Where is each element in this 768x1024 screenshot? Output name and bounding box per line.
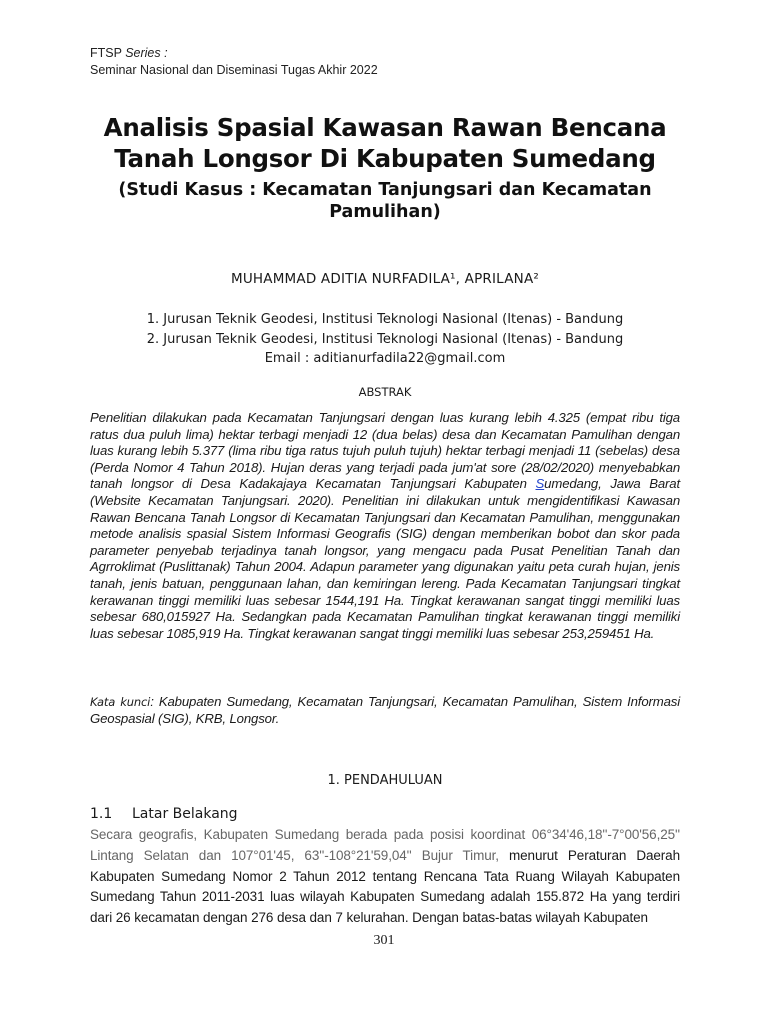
subsection-title: Latar Belakang [132,806,238,822]
affiliations [90,310,680,369]
section-heading: 1. PENDAHULUAN [327,773,443,788]
page-number: 301 [373,933,395,948]
keywords-text: : Kabupaten Sumedang, Kecamatan Tanjungsari, Kecamatan Pamulihan, Sistem Informasi Geospasial (SIG), KRB, Longsor. [90,694,680,726]
abstract-text-part-1: Penelitian dilakukan pada Kecamatan Tanjungsari dengan luas kurang lebih 4.325 (empat ribu tiga ratus dua puluh lima) hektar terbagi menjadi 12 (dua belas) desa dan Kecamatan Pamulihan dengan luas kurang lebih 5.377 (lima ribu tiga ratus tujuh puluh tujuh) hektar terbagi menjadi 11 (sebelas) desa (Perda Nomor 4 Tahun 2018). Hujan deras yang terjadi pada jum'at sore (28/02/2020) menyebabkan tanah longsor di Desa Kadakajaya Kecamatan Tanjungsari Kabupaten [90,410,680,492]
paper-subtitle: (Studi Kasus : Kecamatan Tanjungsari dan Kecamatan Pamulihan) [118,180,652,222]
abstract-text [90,410,680,642]
author-list: MUHAMMAD ADITIA NURFADILA¹, APRILANA² [230,271,539,287]
running-header [90,45,378,79]
paper-title-line-2: Tanah Longsor Di Kabupaten Sumedang [114,144,656,173]
author-email: Email : aditianurfadila22@gmail.com [264,351,506,366]
affiliation-2: 2. Jurusan Teknik Geodesi, Institusi Teknologi Nasional (Itenas) - Bandung [146,331,624,347]
paper-title-line-1: Analisis Spasial Kawasan Rawan Bencana [103,113,667,142]
affiliation-1: 1. Jurusan Teknik Geodesi, Institusi Teknologi Nasional (Itenas) - Bandung [146,312,624,327]
keywords-label: Kata kunci [90,695,151,709]
body-paragraph-rest: menurut Peraturan Daerah Kabupaten Sumedang Nomor 2 Tahun 2012 tentang Rencana Tata Ruang Wilayah Kabupaten Sumedang Tahun 2011-2031 luas wilayah Kabupaten Sumedang adalah 155.872 Ha yang terdiri dari 26 kecamatan dengan 276 desa dan 7 kelurahan. Dengan batas-batas wilayah Kabupaten [90,847,681,926]
subsection-number: 1.1 [90,806,113,822]
body-paragraph-start: Secara geografis, Kabupaten Sumedang berada pada posisi koordinat 06°34'46,18''-7°00'56,25'' Lintang Selatan dan 107°01'45, 63''-108°21'59,04'' Bujur Timur, [90,827,680,863]
abstract-heading: ABSTRAK [358,385,412,399]
series-label: Series : [125,46,168,60]
subsection-heading [90,806,238,822]
series-line [90,45,378,62]
abstract-inline-link[interactable]: S [535,476,545,492]
abstract-text-part-2: umedang, Jawa Barat (Website Kecamatan Tanjungsari. 2020). Penelitian ini dilakukan untuk mengidentifikasi Kawasan Rawan Bencana Tanah Longsor di Kecamatan Tanjungsari dan Kecamatan Pamulihan, menggunakan metode analisis spasial Sistem Informasi Geografis (SIG) dengan memberikan bobot dan skor pada parameter penyebab terjadinya tanah longsor, yang mengacu pada Pusat Penelitian Tanah dan Agrroklimat (Puslittanak) Tahun 2004. Adapun parameter yang digunakan yaitu peta curah hujan, jenis tanah, jenis batuan, penggunaan lahan, dan kemiringan lereng. Pada Kecamatan Tanjungsari tingkat kerawanan tinggi memiliki luas sebesar 1544,191 Ha. Tingkat kerawanan sangat tinggi memiliki luas sebesar 680,015927 Ha. Sedangkan pada Kecamatan Pamulihan tingkat kerawanan tinggi memiliki luas sebesar 1085,919 Ha. Tingkat kerawanan sangat tinggi memiliki luas sebesar 253,259451 Ha. [90,476,680,641]
series-prefix: FTSP [90,46,126,60]
keywords [90,694,680,727]
body-paragraph [90,825,680,929]
seminar-name: Seminar Nasional dan Diseminasi Tugas Akhir 2022 [90,63,378,77]
paper-title-block [90,112,680,223]
